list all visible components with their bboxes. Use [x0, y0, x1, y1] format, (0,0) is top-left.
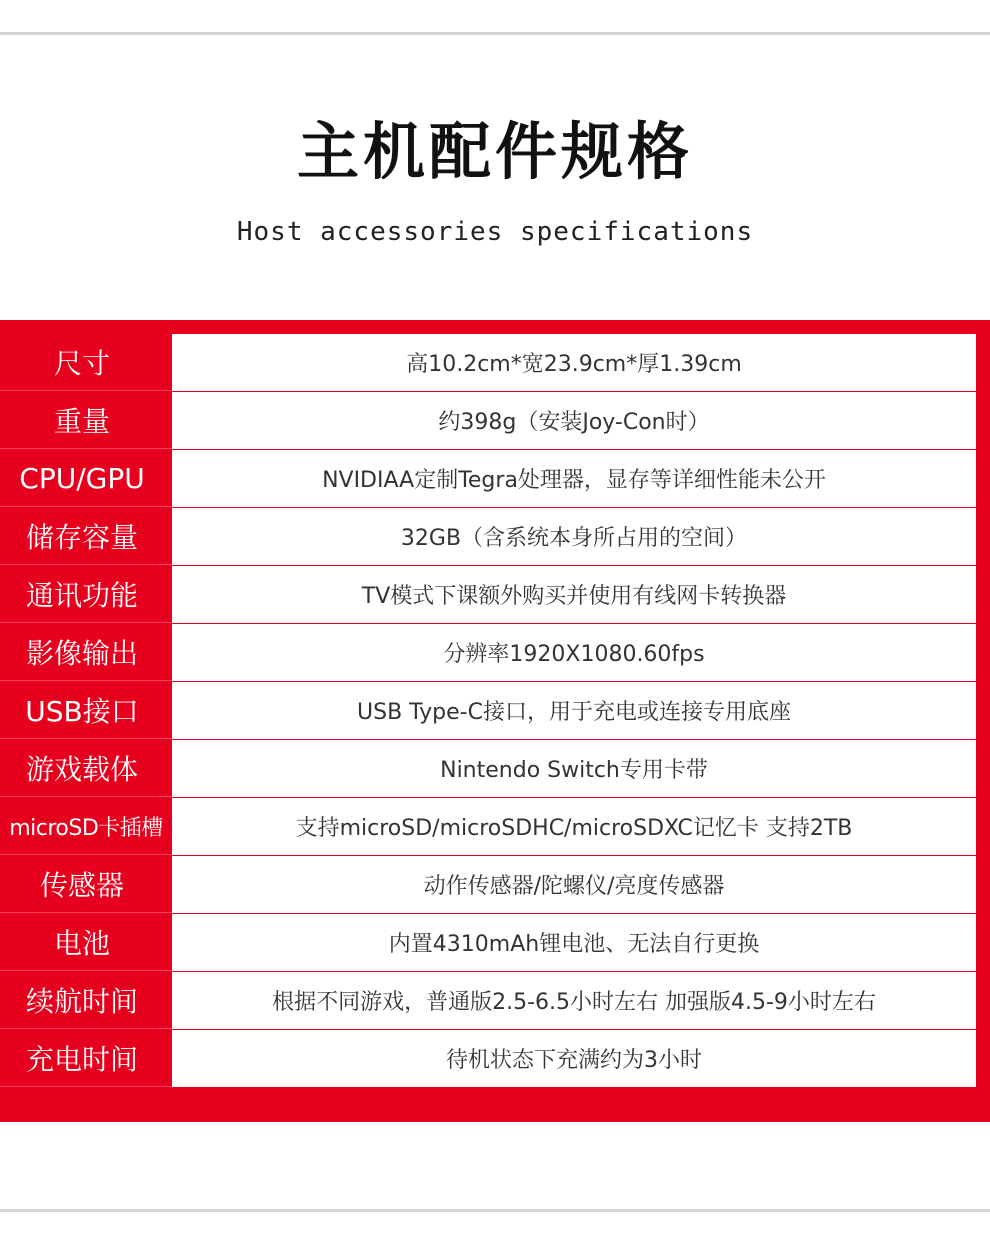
spec-label: USB接口	[0, 682, 172, 739]
spec-row-storage	[0, 508, 976, 566]
spec-row-battery	[0, 914, 976, 972]
spec-row-microsd	[0, 798, 976, 856]
spec-row-cpu-gpu	[0, 450, 976, 508]
spec-value: Nintendo Switch专用卡带	[172, 740, 976, 797]
spec-label: 传感器	[0, 856, 172, 913]
spec-value: 支持microSD/microSDHC/microSDXC记忆卡 支持2TB	[172, 798, 976, 855]
spec-row-charge-time	[0, 1030, 976, 1088]
spec-value: USB Type-C接口，用于充电或连接专用底座	[172, 682, 976, 739]
top-divider	[0, 32, 990, 35]
spec-row-game-media	[0, 740, 976, 798]
spec-row-usb	[0, 682, 976, 740]
spec-row-video-output	[0, 624, 976, 682]
page-subtitle: Host accessories specifications	[236, 217, 754, 247]
spec-row-sensors	[0, 856, 976, 914]
spec-label: 储存容量	[0, 508, 172, 565]
spec-label: 游戏载体	[0, 740, 172, 797]
spec-value: 约398g（安装Joy-Con时）	[172, 392, 976, 449]
spec-value: 内置4310mAh锂电池、无法自行更换	[172, 914, 976, 971]
spec-panel	[0, 320, 990, 1122]
spec-value: 根据不同游戏，普通版2.5-6.5小时左右 加强版4.5-9小时左右	[172, 972, 976, 1029]
spec-label: 通讯功能	[0, 566, 172, 623]
spec-value: 动作传感器/陀螺仪/亮度传感器	[172, 856, 976, 913]
spec-label: 充电时间	[0, 1030, 172, 1087]
spec-label: 重量	[0, 392, 172, 449]
spec-row-size	[0, 334, 976, 392]
spec-label: microSD卡插槽	[0, 798, 172, 855]
spec-table	[0, 334, 976, 1088]
spec-value: 高10.2cm*宽23.9cm*厚1.39cm	[172, 334, 976, 391]
spec-label: 电池	[0, 914, 172, 971]
spec-label: 尺寸	[0, 334, 172, 391]
spec-value: 32GB（含系统本身所占用的空间）	[172, 508, 976, 565]
bottom-divider	[0, 1209, 990, 1212]
spec-value: NVIDIAA定制Tegra处理器，显存等详细性能未公开	[172, 450, 976, 507]
spec-label: 续航时间	[0, 972, 172, 1029]
spec-value: 分辨率1920X1080.60fps	[172, 624, 976, 681]
spec-value: TV模式下课额外购买并使用有线网卡转换器	[172, 566, 976, 623]
spec-label: CPU/GPU	[0, 450, 172, 507]
spec-label: 影像输出	[0, 624, 172, 681]
spec-row-battery-life	[0, 972, 976, 1030]
spec-row-weight	[0, 392, 976, 450]
spec-row-network	[0, 566, 976, 624]
page-title: 主机配件规格	[296, 115, 693, 188]
spec-value: 待机状态下充满约为3小时	[172, 1030, 976, 1087]
